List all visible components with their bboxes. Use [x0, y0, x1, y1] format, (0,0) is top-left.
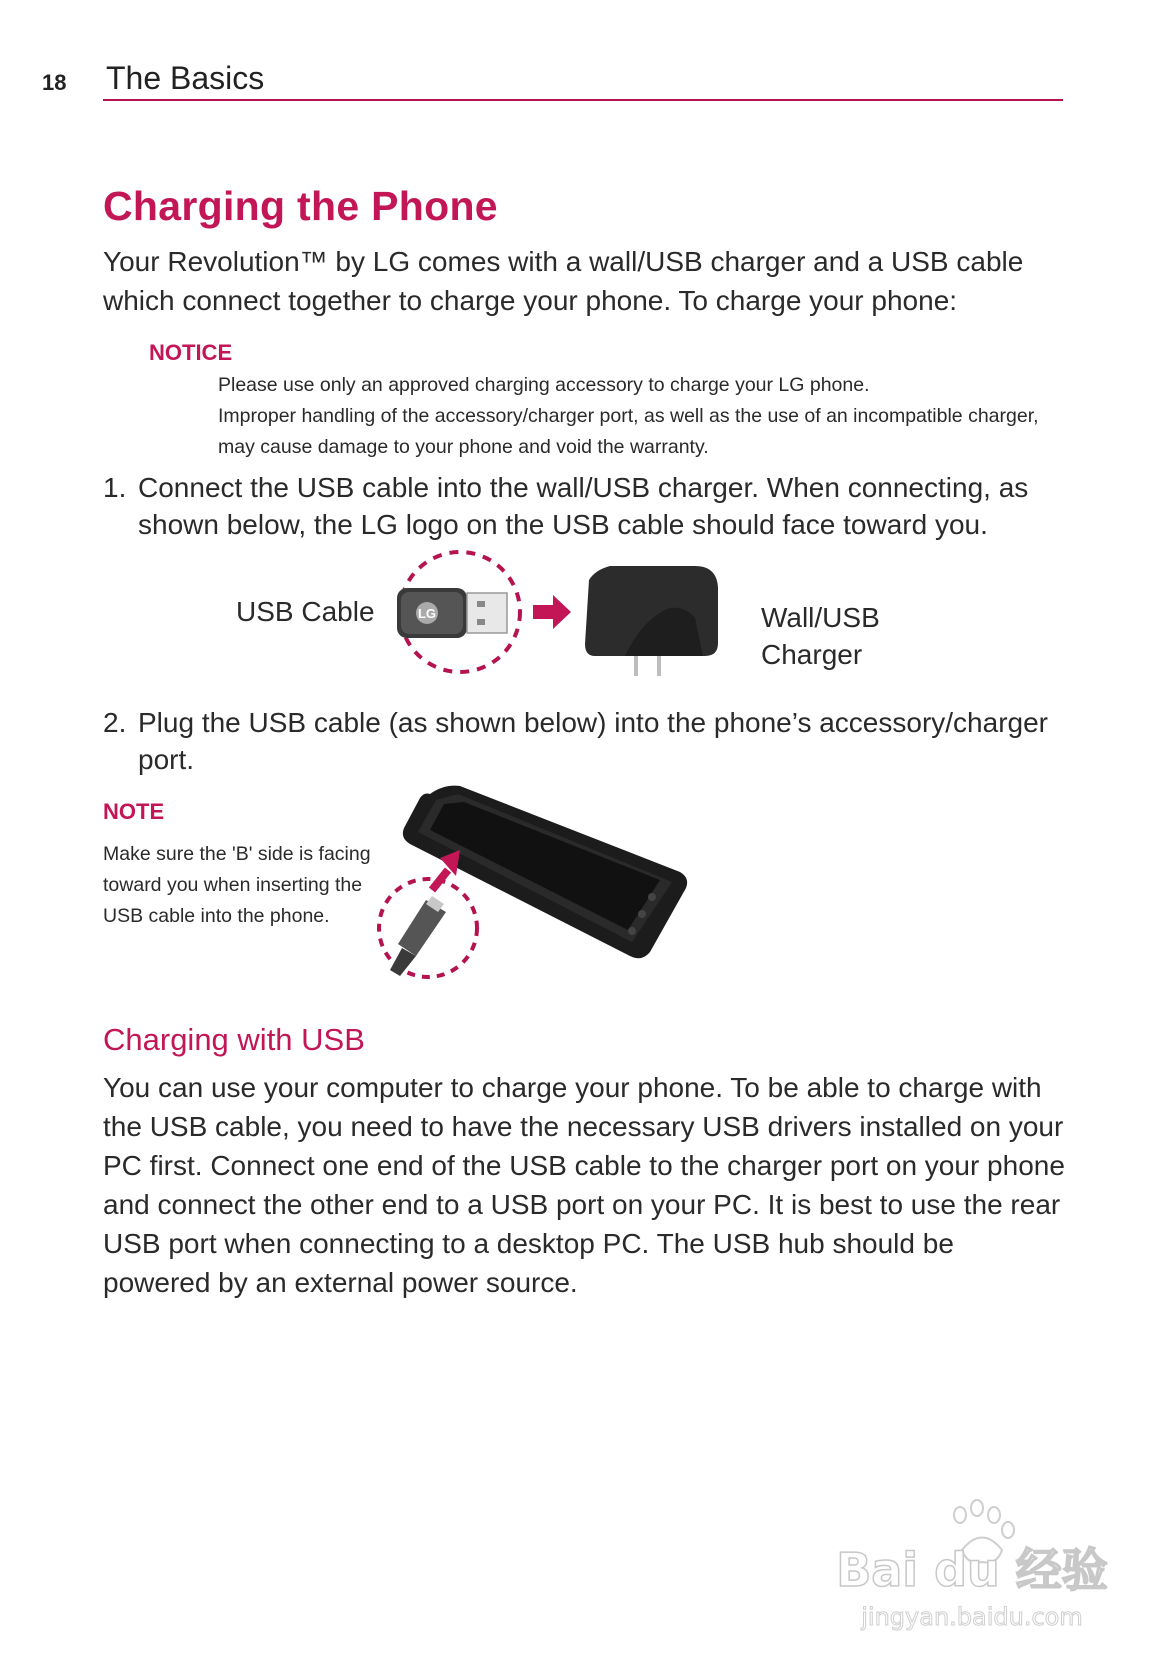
- step-2: [103, 704, 1073, 778]
- page-title: Charging the Phone: [103, 183, 498, 229]
- watermark-url: jingyan.baidu.com: [861, 1603, 1083, 1631]
- step-1-number: 1.: [103, 472, 127, 503]
- charging-with-usb-body: You can use your computer to charge your phone. To be able to charge with the USB cable, you need to have the necessary USB drivers installed on your PC first. Connect one end of the USB cable to the charger port on your phone and connect the other end to a USB port on your PC. It is best to use the rear USB port when connecting to a desktop PC. The USB hub should be powered by an external power source.: [103, 1072, 1065, 1298]
- notice-body: [218, 370, 1068, 463]
- notice-label: NOTICE: [149, 340, 233, 365]
- usb-plug-icon: [397, 588, 507, 638]
- usb-cable-label: USB Cable: [236, 596, 375, 627]
- svg-text:LG: LG: [417, 606, 437, 621]
- wall-charger-icon: [585, 566, 718, 676]
- micro-usb-plug-icon: [390, 896, 446, 976]
- header-divider: [103, 99, 1063, 101]
- wall-charger-label: [761, 599, 880, 673]
- note-label: NOTE: [103, 799, 165, 824]
- note-body: Make sure the 'B' side is facing toward you when inserting the USB cable into the phone.: [103, 843, 371, 927]
- step-2-text: Plug the USB cable (as shown below) into the phone’s accessory/charger port.: [138, 707, 1048, 775]
- section-title: The Basics: [106, 60, 265, 96]
- intro-paragraph: Your Revolution™ by LG comes with a wall/USB charger and a USB cable which connect together to charge your phone. To charge your phone:: [103, 246, 1024, 316]
- watermark-brand: Bai du 经验: [836, 1543, 1108, 1597]
- phone-usb-illustration: [360, 780, 720, 1000]
- step-1: [103, 469, 1073, 543]
- notice-line-2: Improper handling of the accessory/charger port, as well as the use of an incompatible charger, may cause damage to your phone and void the warranty.: [218, 405, 1039, 458]
- arrow-right-icon: [533, 595, 571, 629]
- charging-with-usb-heading: Charging with USB: [103, 1022, 365, 1057]
- wall-charger-label-line-1: Wall/USB: [761, 602, 880, 633]
- page-number: 18: [42, 70, 67, 95]
- step-2-number: 2.: [103, 707, 127, 738]
- wall-charger-label-line-2: Charger: [761, 639, 863, 670]
- notice-line-1: Please use only an approved charging accessory to charge your LG phone.: [218, 374, 870, 396]
- usb-to-charger-illustration: [385, 548, 735, 678]
- baidu-jingyan-watermark: [822, 1490, 1122, 1640]
- step-1-text: Connect the USB cable into the wall/USB charger. When connecting, as shown below, the LG logo on the USB cable should face toward you.: [138, 472, 1029, 540]
